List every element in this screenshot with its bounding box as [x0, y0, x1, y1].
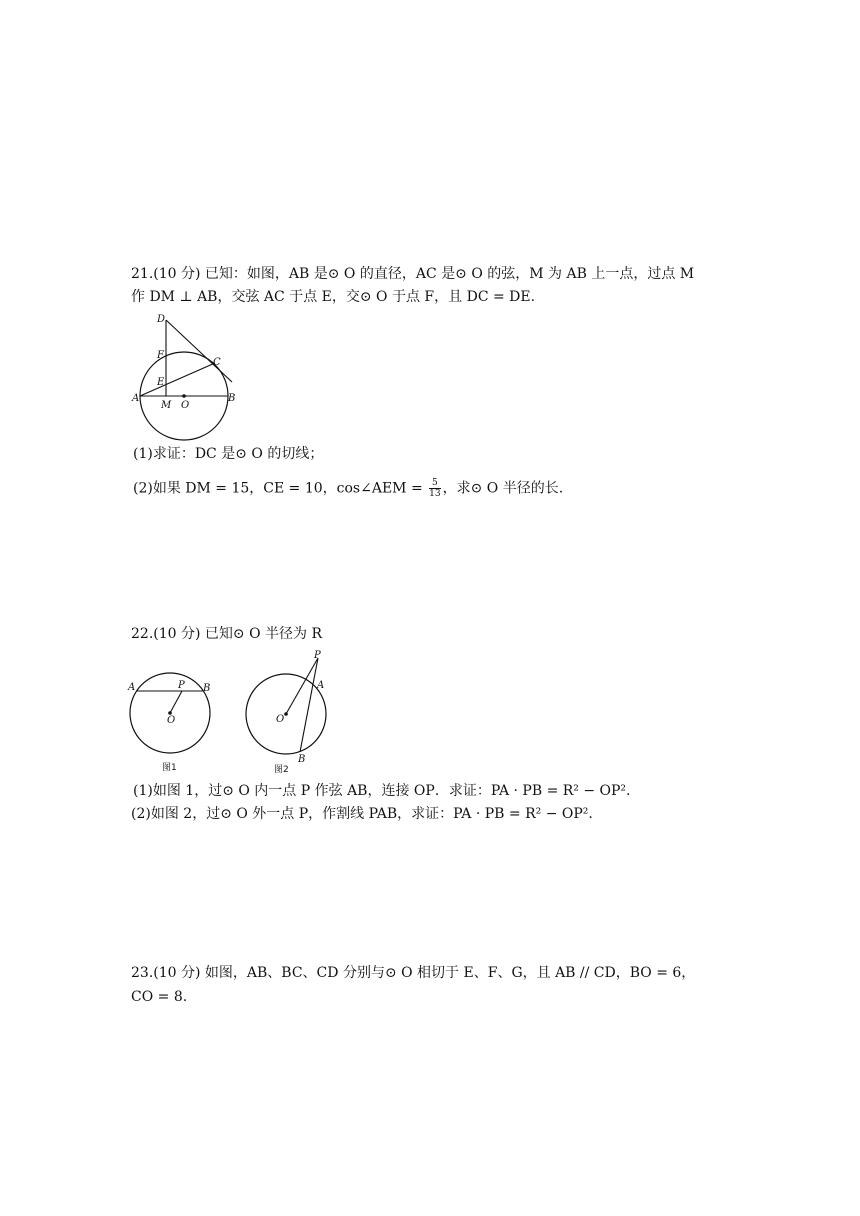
- q21-fraction-denominator: 13: [429, 489, 441, 499]
- q21-part2-text-b: ，求⊙ O 半径的长.: [442, 480, 564, 497]
- q22-fig2-caption: 图2: [274, 765, 289, 775]
- q22-fig2-label-p: P: [314, 650, 321, 661]
- q22-fig2-segment-op: [286, 658, 318, 714]
- q21-fraction-numerator: 5: [429, 478, 440, 489]
- q23-statement-line2: CO = 8.: [131, 989, 188, 1005]
- q21-label-f: F: [157, 350, 164, 361]
- q21-label-m: M: [161, 400, 172, 411]
- q23-statement-line1: 23.(10 分) 如图，AB、BC、CD 分别与⊙ O 相切于 E、F、G，且 AB // CD，BO = 6，: [131, 965, 696, 981]
- q22-fig1-label-a: A: [128, 682, 136, 693]
- q21-fraction: [429, 478, 440, 499]
- q21-tangent-dc: [166, 320, 232, 382]
- q21-center-dot: [182, 394, 186, 398]
- q22-fig1-label-p: P: [178, 680, 185, 691]
- q22-part1: (1)如图 1，过⊙ O 内一点 P 作弦 AB，连接 OP．求证：PA · PB = R² − OP².: [133, 783, 631, 799]
- q22-part2: (2)如图 2，过⊙ O 外一点 P，作割线 PAB，求证：PA · PB = R² − OP².: [131, 806, 593, 822]
- q22-figure-2: [240, 648, 340, 776]
- q21-part1: (1)求证：DC 是⊙ O 的切线；: [133, 446, 324, 462]
- q22-fig1-caption: 图1: [162, 763, 177, 773]
- q22-fig2-label-o: O: [276, 714, 285, 725]
- q21-label-c: C: [213, 357, 221, 368]
- q21-statement-line1: 21.(10 分) 已知：如图，AB 是⊙ O 的直径，AC 是⊙ O 的弦，M 为 AB 上一点，过点 M: [131, 266, 695, 282]
- q21-figure: [128, 308, 248, 444]
- q22-fig1-label-b: B: [203, 683, 211, 694]
- q21-label-a: A: [132, 393, 140, 404]
- q21-label-d: D: [157, 314, 166, 325]
- q22-figure-1: [124, 648, 224, 776]
- q21-chord-ac: [140, 363, 215, 396]
- q21-label-b: B: [228, 393, 236, 404]
- q22-statement: 22.(10 分) 已知⊙ O 半径为 R: [131, 626, 323, 642]
- q21-label-e: E: [157, 377, 165, 388]
- q22-fig2-center-dot: [284, 712, 288, 716]
- q22-fig2-secant-pab: [300, 658, 318, 752]
- q22-fig1-segment-op: [170, 691, 182, 713]
- q22-fig1-label-o: O: [167, 715, 176, 726]
- q21-statement-line2: 作 DM ⊥ AB，交弦 AC 于点 E，交⊙ O 于点 F，且 DC = DE.: [131, 289, 536, 305]
- q22-fig2-label-b: B: [298, 754, 306, 765]
- q21-part2-text-a: (2)如果 DM = 15，CE = 10，cos∠AEM =: [133, 480, 428, 497]
- q22-fig2-label-a: A: [317, 680, 325, 691]
- q21-label-o: O: [181, 400, 190, 411]
- q21-part2: [133, 478, 563, 499]
